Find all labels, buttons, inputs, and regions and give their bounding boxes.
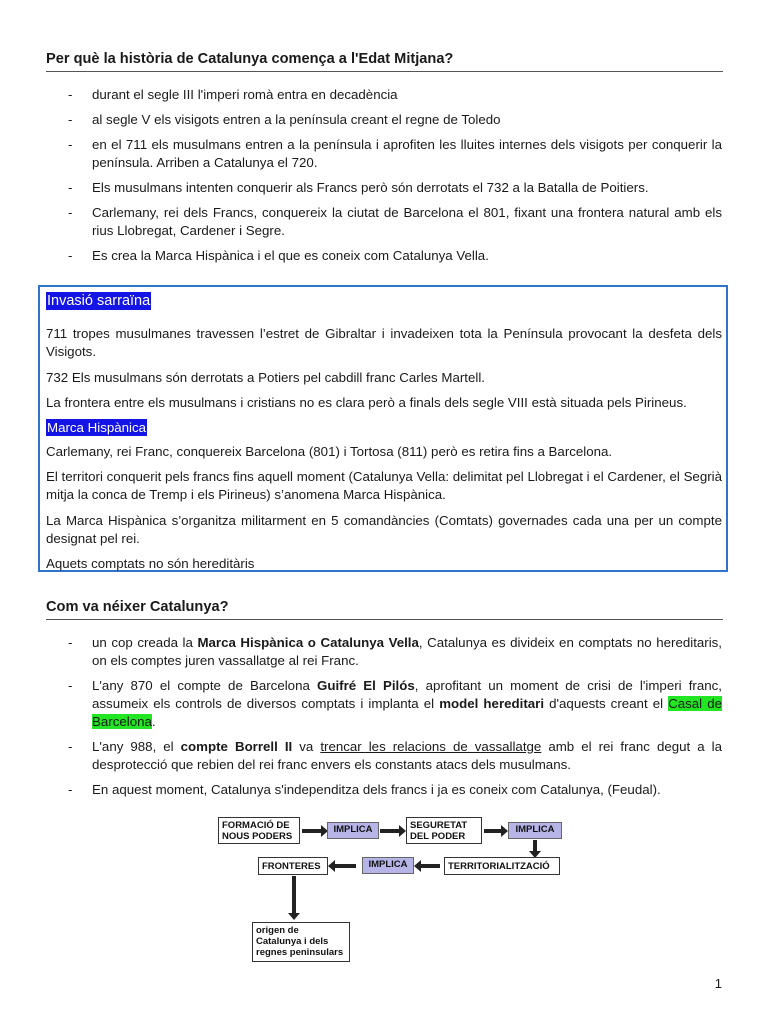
- diagram-box-formacio: FORMACIÓ DE NOUS PODERS: [218, 817, 300, 844]
- bullet-list-1: [46, 86, 722, 272]
- diagram-box-seguretat: SEGURETAT DEL PODER: [406, 817, 482, 844]
- list-item: - en el 711 els musulmans entren a la península i aprofiten les lluites internes dels visigots per conquerir la península. Arriben a Catalunya el 720.: [68, 137, 722, 170]
- list-item: - Els musulmans intenten conquerir als Francs però són derrotats el 732 a la Batalla de Poitiers.: [68, 180, 649, 195]
- section-title-1: Per què la història de Catalunya comença a l'Edat Mitjana?: [46, 50, 723, 72]
- list-item: - al segle V els visigots entren a la península creant el regne de Toledo: [68, 112, 501, 127]
- list-item: - Carlemany, rei dels Francs, conquereix la ciutat de Barcelona el 801, fixant una frontera natural amb els rius Llobregat, Cardener i Segre.: [68, 205, 722, 238]
- diagram-box-origen: origen de Catalunya i dels regnes peninsulars: [252, 922, 350, 962]
- arrow-down-icon: [292, 876, 296, 914]
- diagram-implica-1: IMPLICA: [327, 822, 379, 839]
- arrow-right-icon: [302, 829, 322, 833]
- list-item: - En aquest moment, Catalunya s'independitza dels francs i ja es coneix com Catalunya, (Feudal).: [68, 782, 661, 797]
- box-paragraph: Aquets comptats no són hereditàris: [46, 556, 255, 571]
- page-number: 1: [714, 976, 722, 991]
- marca-title: Marca Hispànica: [47, 420, 147, 435]
- arrow-left-icon: [334, 864, 356, 868]
- box-paragraph: 711 tropes musulmanes travessen l’estret de Gibraltar i invadeixen tota la Península provocant la desfeta dels Visigots.: [46, 326, 722, 359]
- box-paragraph: Carlemany, rei Franc, conquereix Barcelona (801) i Tortosa (811) però es retira fins a Barcelona.: [46, 444, 613, 459]
- diagram-box-territorialitzacio: TERRITORIALITZACIÓ: [444, 857, 560, 875]
- list-item: - Es crea la Marca Hispànica i el que es coneix com Catalunya Vella.: [68, 248, 489, 263]
- list-item: - L'any 988, el compte Borrell II va trencar les relacions de vassallatge amb el rei franc degut a la desprotecció que rebien del rei franc envers els constants atacs dels musulmans.: [68, 739, 723, 772]
- section-title-2: Com va néixer Catalunya?: [46, 598, 723, 620]
- box-paragraph: 732 Els musulmans són derrotats a Potiers pel cabdill franc Carles Martell.: [46, 370, 485, 385]
- diagram-box-fronteres: FRONTERES: [258, 857, 328, 875]
- list-item: - L'any 870 el compte de Barcelona Guifré El Pilós, aprofitant un moment de crisi de l'imperi franc, assumeix els controls de diversos comptats i implanta el model hereditari d'aquests creant el Casal de Barcelona.: [68, 678, 722, 729]
- arrow-down-icon: [533, 840, 537, 852]
- box-paragraph: El territori conquerit pels francs fins aquell moment (Catalunya Vella: delimitat pel Llobregat i el Cardener, el Segrià mitja la conca de Tremp i els Pirineus) s’anomena Marca Hispànica.: [46, 469, 722, 502]
- arrow-left-icon: [420, 864, 440, 868]
- diagram-implica-2: IMPLICA: [508, 822, 562, 839]
- arrow-right-icon: [484, 829, 502, 833]
- list-item: - durant el segle III l'imperi romà entra en decadència: [68, 87, 398, 102]
- list-item: - un cop creada la Marca Hispànica o Catalunya Vella, Catalunya es divideix en comptats no hereditaris, on els comptes juren vassallatge al rei Franc.: [68, 635, 723, 668]
- box-paragraph: La Marca Hispànica s’organitza militarment en 5 comandàncies (Comtats) governades cada una per un compte designat pel rei.: [46, 513, 722, 546]
- diagram-implica-3: IMPLICA: [362, 857, 414, 874]
- arrow-right-icon: [380, 829, 400, 833]
- invasio-title: Invasió sarraïna: [47, 293, 151, 309]
- box-paragraph: La frontera entre els musulmans i cristians no es clara però a finals dels segle VIII està situada pels Pirineus.: [46, 395, 687, 410]
- info-box: [38, 285, 728, 572]
- bullet-list-2: [46, 634, 722, 806]
